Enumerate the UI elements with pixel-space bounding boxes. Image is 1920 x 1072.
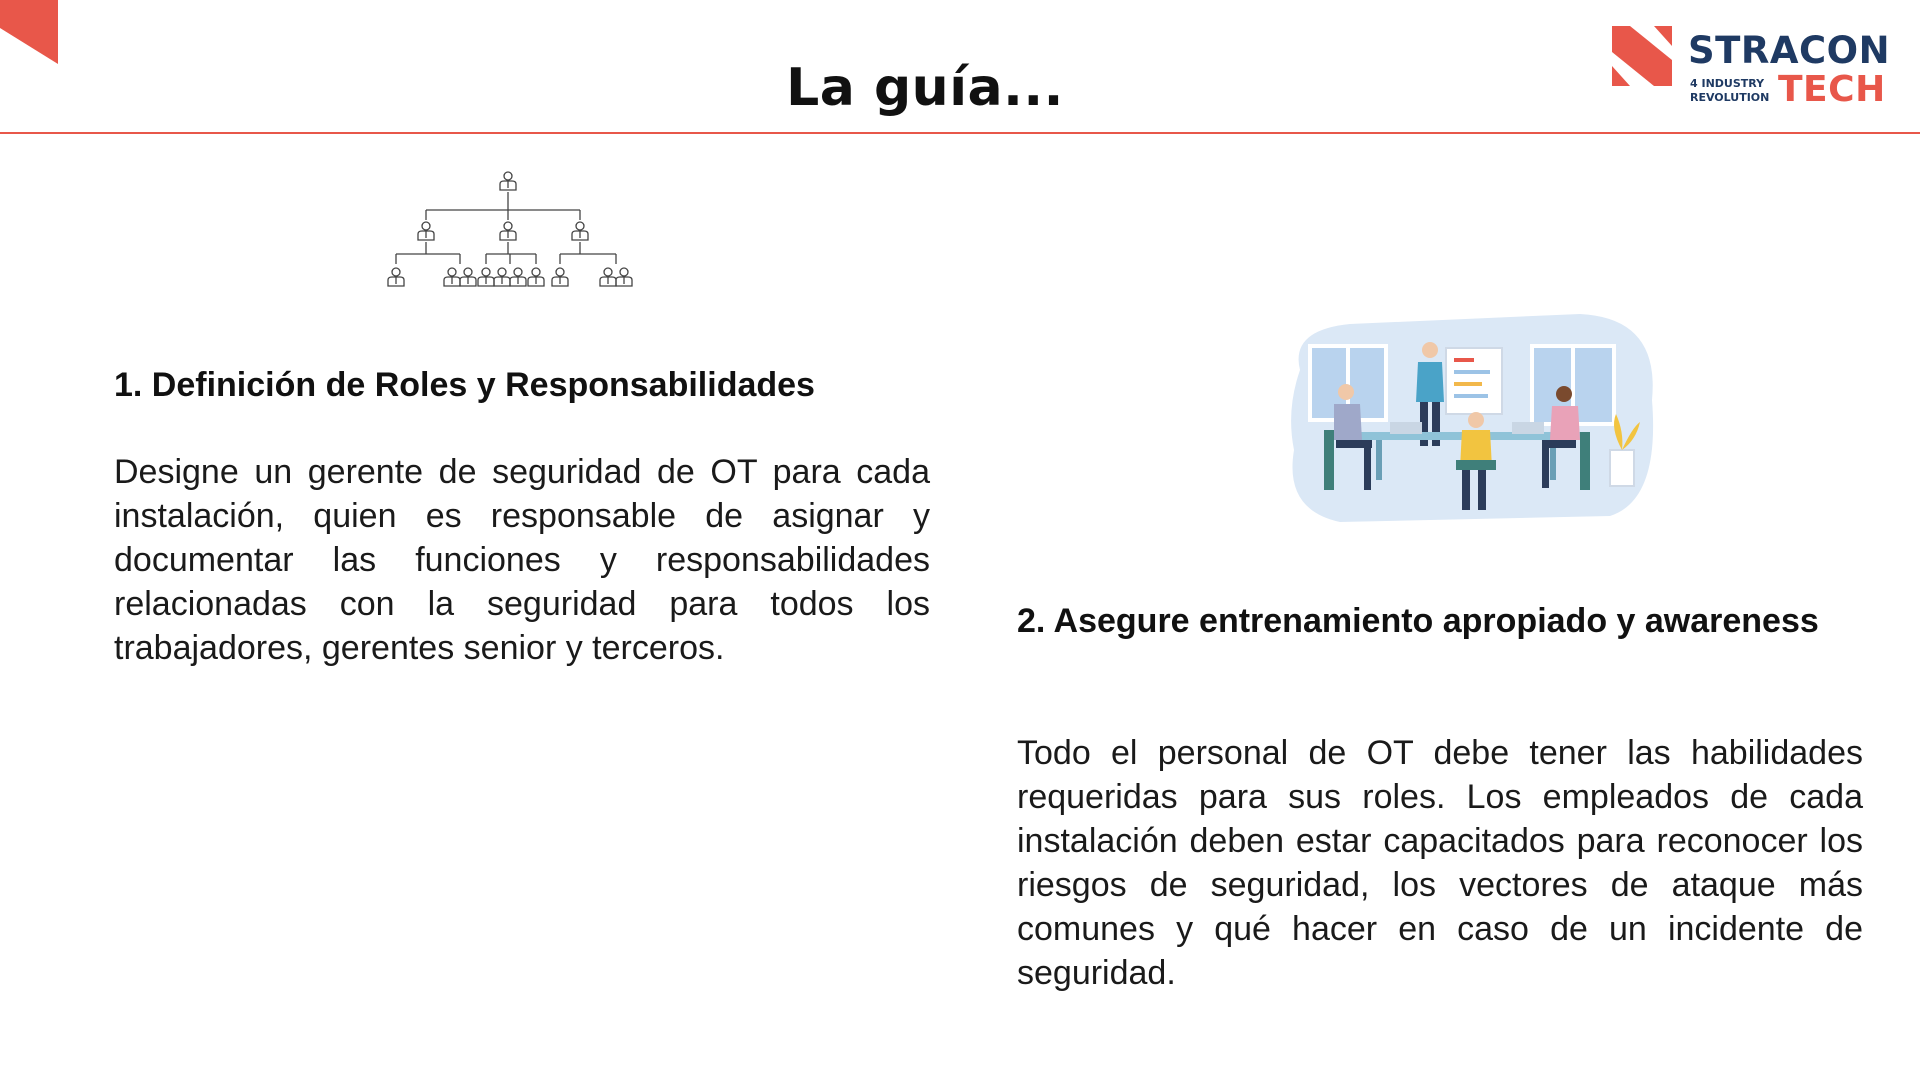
section-1-body: Designe un gerente de seguridad de OT para cada instalación, quien es responsable de asignar y documentar las funciones y responsabilidades relacionadas con la seguridad para todos los trabajadores, gerentes senior y terceros. <box>114 453 930 667</box>
brand-suffix: TECH <box>1778 69 1886 110</box>
page-title: La guía... <box>786 58 1064 118</box>
brand-tagline <box>1690 77 1790 106</box>
header-divider <box>0 132 1920 134</box>
stracon-mark-icon <box>1612 26 1672 86</box>
team-meeting-illustration <box>1280 310 1664 528</box>
brand-tagline-line1: 4 INDUSTRY <box>1690 77 1765 90</box>
brand-logo <box>1612 26 1902 112</box>
brand-name: STRACON <box>1688 29 1891 72</box>
section-2-body: Todo el personal de OT debe tener las habilidades requeridas para sus roles. Los empleados de cada instalación deben estar capacitados para reconocer los riesgos de seguridad, los vectores de ataque más comunes y qué hacer en caso de un incidente de seguridad. <box>1017 734 1863 992</box>
org-chart-icon <box>382 166 634 298</box>
section-1-heading: 1. Definición de Roles y Responsabilidades <box>114 366 815 404</box>
brand-tagline-line2: REVOLUTION <box>1690 91 1770 105</box>
corner-accent <box>0 0 58 64</box>
section-2-heading: 2. Asegure entrenamiento apropiado y awareness <box>1017 602 1819 640</box>
